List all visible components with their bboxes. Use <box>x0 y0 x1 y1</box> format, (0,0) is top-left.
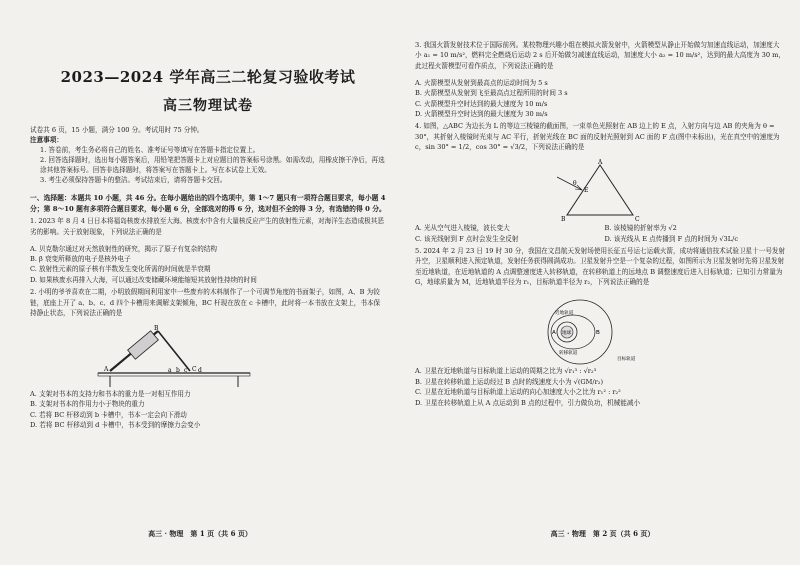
question-4-option-a: A. 光从空气进入棱镜，波长变大 <box>415 224 510 233</box>
page-2-footer: 高三 · 物理 第 2 页（共 6 页） <box>550 529 655 538</box>
question-5-option-a: A. 卫星在近地轨道与目标轨道上运动的周期之比为 √r₁³ : √r₂³ <box>415 367 597 376</box>
figure-slot-b: b <box>176 367 180 375</box>
figure-slot-a: a <box>168 367 172 375</box>
question-3-option-a: A. 火箭模型从发射到最高点的运动时间为 5 s <box>415 78 548 87</box>
orbit-label-earth: 地球 <box>562 331 572 337</box>
question-4-options <box>415 223 786 244</box>
figure-label-c-point: C <box>192 366 197 374</box>
question-5-option-c: C. 卫星在近地轨道与目标轨道上运动的向心加速度大小之比为 r₁² : r₂² <box>415 388 621 397</box>
orbit-label-target: 目标轨道 <box>617 357 636 363</box>
prism-label-e: E <box>584 187 589 195</box>
question-1-option-c: C. 放射性元素的原子核有半数发生变化所需的时间就是半衰期 <box>30 265 211 274</box>
question-1-option-d: D. 如果核废水再排入大海，可以通过改变储藏环境能缩短其放射性持续的时间 <box>30 275 257 284</box>
notice-heading: 注意事项： <box>30 136 63 144</box>
question-3-option-b: B. 火箭模型从发射到飞至最高点过程所用的时间 3 s <box>415 89 568 98</box>
section-1-heading: 一、选择题：本题共 10 小题，共 46 分。在每小题给出的四个选项中，第 1～7 题只有一项符合题目要求，每小题 4 分；第 8～10 题有多项符合题目要求，每小题 6 分，全部选对的得 6 分，选对但不全的得 3 分，有选错的得 0 分。 <box>30 194 386 213</box>
question-2-option-d: D. 若将 BC 杆移动到 d 卡槽中，书本受到的摩擦力会变小 <box>30 421 201 430</box>
orbit-label-transfer: 转移轨道 <box>559 351 578 357</box>
prism-label-c: C <box>635 216 640 224</box>
question-4-stem: 4. 如图，△ABC 为边长为 L 的等边三棱镜的截面图，一束单色光照射在 AB 边上的 E 点，入射方向与边 AB 的夹角为 θ = 30°，其折射入棱镜时光束与 AC 平行，折射光线在 BC 面的反射光照射到 AC 面的 F 点(图中未标出)，光在真空中的速度为 c，sin 30° = 1/2，cos 30° = √3/2，下列说法正确的是 <box>415 122 780 152</box>
figure-label-b-hinge: B <box>154 325 159 333</box>
orbit-label-near: 近地轨道 <box>555 311 574 317</box>
notice-item-3: 3. 考生必须保持答题卡的整洁。考试结束后，请将答题卡交回。 <box>40 176 227 184</box>
question-2-stem: 2. 小明的爷爷喜欢在二期，小明放假期间利用家中一些废弃的木料制作了一个可调节角度的书面架子，如图，A、B 为铰链，底座上开了 a、b、c、d 四个卡槽用来调解支架倾角，BC 杆现在放在 c 卡槽中，此时将一本书放在支架上，书本保持静止状态，下列说法正确的是 <box>30 288 381 318</box>
orbit-point-a: A <box>552 330 556 337</box>
question-3-option-c: C. 火箭模型升空时达到的最大速度为 10 m/s <box>415 99 548 108</box>
notice-item-1: 1. 答卷前，考生务必将自己的姓名、准考证号等填写在答题卡指定位置上。 <box>40 146 260 154</box>
question-3-option-d: D. 火箭模型升空时达到的最大速度为 30 m/s <box>415 110 548 119</box>
exam-meta: 试卷共 6 页，15 小题，满分 100 分。考试用时 75 分钟。 <box>30 126 204 134</box>
orbit-point-b: B <box>596 330 600 337</box>
prism-label-theta: θ <box>573 180 577 188</box>
prism-label-a: A <box>598 159 603 167</box>
page-1-footer: 高三 · 物理 第 1 页（共 6 页） <box>148 529 252 538</box>
prism-figure <box>555 159 645 223</box>
book-stand-figure <box>90 325 260 387</box>
question-2-option-a: A. 支架对书本的支持力和书本的重力是一对相互作用力 <box>30 390 191 399</box>
question-4-option-b: B. 该棱镜的折射率为 √2 <box>604 224 677 233</box>
exam-subtitle: 高三物理试卷 <box>163 98 253 114</box>
figure-label-a-hinge: A <box>104 366 109 374</box>
question-4-option-c: C. 该光线射到 F 点时会发生全反射 <box>415 234 519 243</box>
question-1-option-b: B. β 衰变所释放的电子是核外电子 <box>30 255 131 263</box>
question-5-option-b: B. 卫星在转移轨道上运动经过 B 点时的线速度大小为 √(GM/r₂) <box>415 377 604 386</box>
exam-page-2 <box>405 0 800 565</box>
notice-item-2: 2. 回答选择题时，选出每小题答案后，用铅笔把答题卡上对应题目的答案标号涂黑。如需改动，用橡皮擦干净后，再选涂其他答案标号。回答非选择题时，将答案写在答题卡上。写在本试卷上无效。 <box>40 156 385 174</box>
exam-title: 2023—2024 学年高三二轮复习验收考试 <box>60 68 356 86</box>
question-5-option-d: D. 卫星在转移轨道上从 A 点运动到 B 点的过程中，引力做负功，机械能减小 <box>415 398 641 407</box>
question-5-stem: 5. 2024 年 2 月 23 日 19 时 30 分，我国在文昌航天发射场使用长征五号运七运载火箭，成功将通信技术试验卫星十一号发射升空，卫星顺利进入预定轨道，发射任务获得圆满成功。卫星发射升空是一个复杂的过程，如图所示为卫星发射时先将卫星发射至近地轨道，在近地轨道的 A 点调整速度进入转移轨道，在转移轨道上的远地点 B 调整速度后进入目标轨道；已知引力常量为 G，地球质量为 M，近地轨道半径为 r₁，目标轨道半径为 r₂，下列说法正确的是 <box>415 247 786 287</box>
question-1-stem: 1. 2023 年 8 月 4 日日本将福岛核废水排放至大海。核废水中含有大量核反应产生的放射性元素，对海洋生态造成极其恶劣的影响。关于放射现象，下列说法正确的是 <box>30 217 384 236</box>
figure-slot-c: c <box>184 367 188 375</box>
question-4-option-d: D. 该光线从 E 点传播到 F 点的时间为 √3L/c <box>604 234 739 243</box>
figure-slot-d: d <box>198 367 202 375</box>
question-1-option-a: A. 贝克勒尔通过对天然放射性的研究，揭示了原子有复杂的结构 <box>30 244 217 253</box>
question-2-option-b: B. 支架对书本的作用力小于物块的重力 <box>30 400 145 409</box>
orbit-figure <box>525 294 655 366</box>
prism-label-b: B <box>561 216 566 224</box>
question-3-stem: 3. 我国火箭发射技术位于国际前列。某校物理兴趣小组在模拟火箭发射中，火箭模型从静止开始做匀加速直线运动，加速度大小 a₁ = 10 m/s²，燃料完全燃烧后运动 2 s 后开始做匀减速直线运动，加速度大小 a₂ = 10 m/s²，达到的最大高度为 30 m，此过程火箭模型可看作质点，下列说法正确的是 <box>415 41 786 70</box>
question-2-option-c: C. 若将 BC 杆移动到 b 卡槽中，书本一定会向下滑动 <box>30 410 187 419</box>
